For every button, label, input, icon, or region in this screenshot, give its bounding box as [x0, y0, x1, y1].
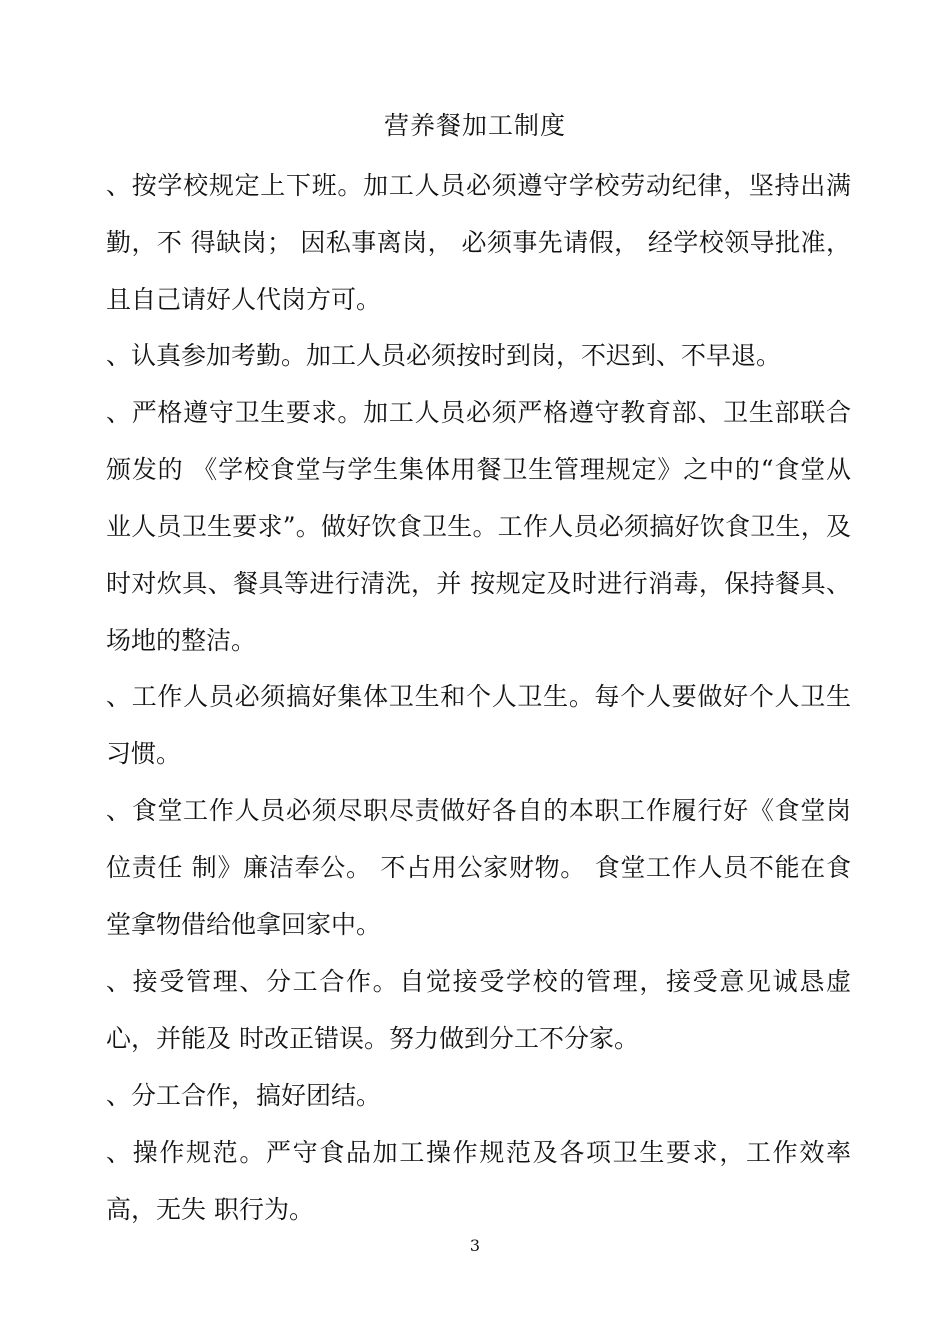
page-number: 3: [469, 1236, 481, 1255]
paragraph-duties: 、食堂工作人员必须尽职尽责做好各自的本职工作履行好《食堂岗位责任 制》廉洁奉公。 不占用公家财物。 食堂工作人员不能在食堂拿物借给他拿回家中。: [106, 796, 851, 939]
paragraph-operating-standards: 、操作规范。严守食品加工操作规范及各项卫生要求，工作效率高，无失 职行为。: [106, 1138, 851, 1224]
paragraph-accept-management: 、接受管理、分工合作。自觉接受学校的管理，接受意见诚恳虚心，并能及 时改正错误。努力做到分工不分家。: [106, 967, 851, 1053]
paragraph-teamwork: 、分工合作，搞好团结。: [106, 1081, 382, 1110]
paragraph-personal-hygiene: 、工作人员必须搞好集体卫生和个人卫生。每个人要做好个人卫生习惯。: [106, 682, 851, 768]
document-title: 营养餐加工制度: [383, 111, 566, 140]
paragraph-attendance: 、认真参加考勤。加工人员必须按时到岗，不迟到、不早退。: [106, 341, 782, 370]
paragraph-hygiene-requirements: 、严格遵守卫生要求。加工人员必须严格遵守教育部、卫生部联合颁发的 《学校食堂与学生集体用餐卫生管理规定》之中的“食堂从业人员卫生要求”。做好饮食卫生。工作人员必须搞好饮食卫生，及时对炊具、餐具等进行清洗，并 按规定及时进行消毒，保持餐具、场地的整洁。: [106, 398, 851, 655]
paragraph-work-hours: 、按学校规定上下班。加工人员必须遵守学校劳动纪律，坚持出满勤，不 得缺岗； 因私事离岗， 必须事先请假， 经学校领导批准，且自己请好人代岗方可。: [106, 171, 851, 314]
